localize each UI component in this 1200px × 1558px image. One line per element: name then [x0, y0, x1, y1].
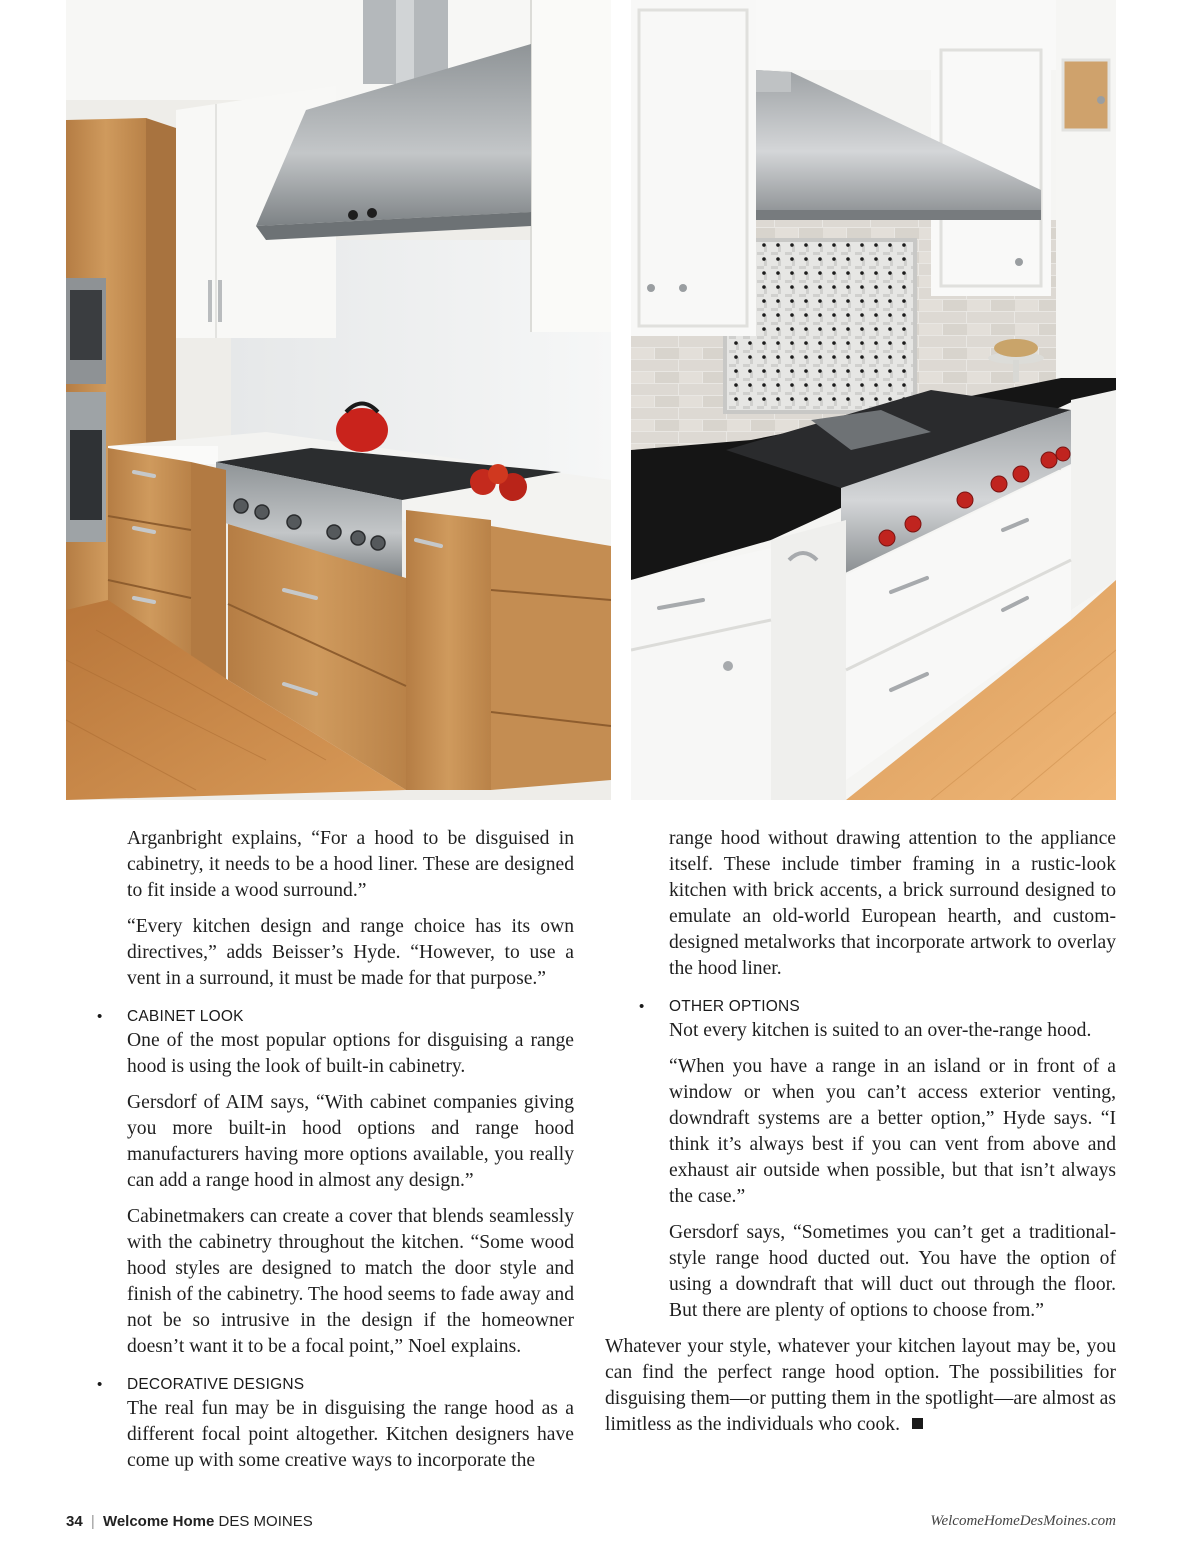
photo-white-kitchen [631, 0, 1116, 800]
paragraph: One of the most popular options for disguising a range hood is using the look of built-in cabinetry. [127, 1030, 574, 1077]
footer-separator: | [90, 1513, 95, 1530]
subheading-label: DECORATIVE DESIGNS [127, 1376, 305, 1393]
paragraph: Gersdorf says, “Sometimes you can’t get a traditional-style range hood ducted out. You have the option of using a downdraft that will duct out through the floor. But there are plenty of options to choose from.” [669, 1222, 1116, 1321]
subheading-other-options [639, 996, 1116, 1018]
subheading-cabinet-look [97, 1006, 574, 1028]
magazine-city: DES MOINES [218, 1513, 313, 1530]
paragraph: The real fun may be in disguising the range hood as a different focal point altogether. Kitchen designers have come up with some creative ways to incorporate the [127, 1398, 574, 1471]
article-column-right [605, 826, 1116, 1448]
right-indented-block [605, 826, 1116, 1324]
page-number: 34 [66, 1513, 83, 1530]
paragraph: range hood without drawing attention to the appliance itself. These include timber framing in a rustic-look kitchen with brick accents, a brick surround designed to emulate an old-world European hearth, and custom-designed metalworks that incorporate artwork to overlay the hood liner. [669, 828, 1116, 979]
bullet-icon: • [97, 1376, 103, 1393]
page-footer-left [66, 1513, 313, 1530]
paragraph: “When you have a range in an island or in front of a window or when you can’t access exterior venting, downdraft systems are a better option,” Hyde says. “I think it’s always best if you can vent from above and exhaust air outside when possible, but that isn’t always the case.” [669, 1056, 1116, 1207]
subheading-label: CABINET LOOK [127, 1008, 244, 1025]
subheading-label: OTHER OPTIONS [669, 998, 800, 1015]
photo-bamboo-kitchen [66, 0, 611, 800]
closing-text: Whatever your style, whatever your kitchen layout may be, you can find the perfect range hood option. The possibilities for disguising them—or putting them in the spotlight—are almost as limitless as the individuals who cook. [605, 1336, 1116, 1435]
paragraph: Cabinetmakers can create a cover that blends seamlessly with the cabinetry throughout the kitchen. “Some wood hood styles are designed to match the door style and finish of the cabinetry. The hood seems to fade away and not be so intrusive in the design if the homeowner doesn’t want it to be a focal point,” Noel explains. [127, 1206, 574, 1357]
article-column-left [97, 826, 574, 1484]
paragraph: Arganbright explains, “For a hood to be disguised in cabinetry, it needs to be a hood liner. These are designed to fit inside a wood surround.” [127, 828, 574, 901]
bullet-icon: • [97, 1008, 103, 1025]
bullet-icon: • [639, 998, 645, 1015]
paragraph: Not every kitchen is suited to an over-the-range hood. [669, 1020, 1092, 1041]
paragraph: “Every kitchen design and range choice has its own directives,” adds Beisser’s Hyde. “However, to use a vent in a surround, it must be made for that purpose.” [127, 916, 574, 989]
magazine-name: Welcome Home [102, 1513, 215, 1530]
white-kitchen-illustration [631, 0, 1116, 800]
bamboo-kitchen-illustration [66, 0, 611, 800]
end-of-article-icon [912, 1418, 923, 1429]
closing-paragraph [605, 1334, 1116, 1438]
subheading-decorative-designs [97, 1374, 574, 1396]
website-link[interactable]: WelcomeHomeDesMoines.com [930, 1513, 1116, 1529]
paragraph: Gersdorf of AIM says, “With cabinet companies giving you more built-in hood options and range hood manufacturers having more options available, you really can add a range hood in almost any design.” [127, 1092, 574, 1191]
